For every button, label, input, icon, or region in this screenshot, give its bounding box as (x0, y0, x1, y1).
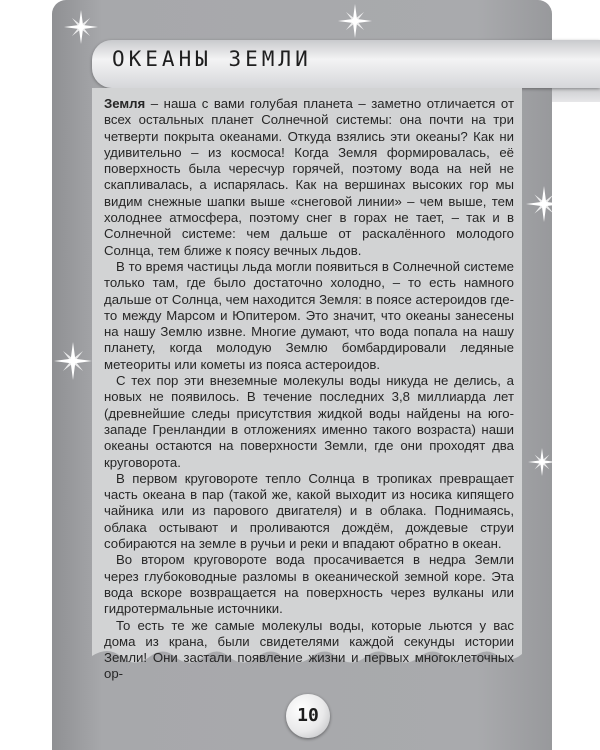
sparkle-right-icon (526, 186, 562, 222)
sparkle-top-left-icon (64, 10, 98, 44)
paragraph-6: То есть те же самые молекулы воды, которые льются у вас дома из крана, были свидетелями каждой секунды истории Земли! Они застали появление жизни и первых многоклеточных ор- (104, 617, 514, 682)
sparkle-top-right-icon (338, 4, 372, 38)
page-title: ОКЕАНЫ ЗЕМЛИ (112, 47, 312, 71)
paragraph-1-text: – наша с вами голубая планета – заметно отличается от всех остальных планет Солнечной системы: она почти на три четверти покрыта океанами. Откуда взялись эти океаны? Как ни удивительно – из космоса! Когда Земля формировалась, её поверхность была чересчур горячей, поэтому вода на ней не скапливалась, а испарялась. Как на вершинах высоких гор мы видим снежные шапки выше «снеговой линии» – чем выше, тем холоднее атмосфера, поэтому снег в горах не тает, – так и в Солнечной системе: чем дальше от раскалённого молодого Солнца, тем ближе к поясу вечных льдов. (104, 96, 514, 258)
paragraph-2: В то время частицы льда могли появиться в Солнечной системе только там, где было достаточно холодно, – то есть намного дальше от Солнца, чем находится Земля: в поясе астероидов где-то между Марсом и Юпитером. Это значит, что океаны занесены на нашу Землю извне. Многие думают, что вода попала на нашу планету, когда молодую Землю бомбардировали ледяные метеориты или кометы из пояса астероидов. (104, 258, 515, 372)
lead-word: Земля (104, 96, 146, 111)
sparkle-left-icon (54, 342, 92, 380)
page-number: 10 (286, 694, 330, 738)
paragraph-3: С тех пор эти внеземные молекулы воды никуда не делись, а новых не появилось. В течение последних 3,8 миллиарда лет (древнейшие следы присутствия жидкой воды найдены на юго-западе Гренландии в отложениях именно такого возраста) наши океаны остаются на поверхности Земли, где они проходят два круговорота. (104, 373, 514, 470)
paragraph-1 (104, 96, 514, 259)
paragraph-5: Во втором круговороте вода просачивается в недра Земли через глубоководные разломы в океанической земной коре. Эта вода вскоре возвращается на поверхность через вулканы или гидротермальные источники. (104, 552, 514, 617)
sparkle-bottom-right-icon (528, 448, 556, 476)
article-body (104, 96, 514, 683)
paragraph-4: В первом круговороте тепло Солнца в тропиках превращает часть океана в пар (такой же, какой выходит из носика кипящего чайника или из парового двигателя) и в облака. Поднимаясь, облака остывают и проливаются дождём, дождевые струи собираются на земле в ручьи и реки и впадают обратно в океан. (104, 470, 514, 552)
